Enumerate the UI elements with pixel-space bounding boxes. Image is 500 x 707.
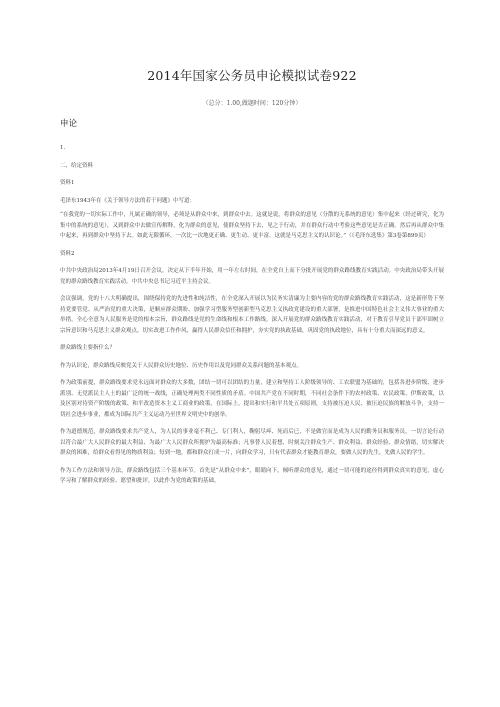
question-text: 群众路线主要指什么？ [60,345,116,351]
paragraph: 作为道德规范，群众路线要求共产党人，为人民的事业毫不利己、专门利人，鞠躬尽瘁、死而后已，不是做官而是成为人民的勤务员和服务员，一切言论行动以符合最广大人民群众的最大利益、为最广大人民群众所拥护为最高标准；凡事替人民着想，时刻关注群众生产、群众利益、群众经验、群众情绪，切实解决群众的困难，给群众看得见的物质利益；每到一地，都和群众打成一片，向群众学习，只有代表群众才能教育群众，要做人民的先生，先做人民的学生。 [60,429,444,456]
exam-meta: （总分：1.00,做题时间：120分钟） [202,100,302,107]
paragraph: 作为认识论，群众路线反映党关于人民群众历史地位、历史作用以及党同群众关系问题的基本观点。 [60,362,303,369]
page-title: 2014年国家公务员申论模拟试卷922 [147,68,357,83]
material-1-quote: “在我党的一切实际工作中，凡属正确的领导，必须是从群众中来，到群众中去。这就是说，将群众的意见（分散的无系统的意见）集中起来（经过研究，化为集中的系统的意见），又到群众中去做宣传解释，化为群众的意见，使群众坚持下去，见之于行动，并在群众行动中考验这些意见是否正确。然后再从群众中集中起来，再到群众中坚持下去。如此无限循环，一次比一次地更正确、更生动、更丰富。这就是马克思主义的认识论。”（《毛泽东选集》第3卷第899页） [60,212,444,239]
material-heading: 二、给定资料 [60,162,94,169]
material-1-label: 资料1 [60,180,75,186]
paragraph: 作为工作方法和领导方法，群众路线包括三个基本环节。首先是“从群众中来”，眼睛向下，倾听群众的意见，通过一切可能的途径得到群众真实的意见，虚心学习和了解群众的经验、愿望和批评，以此作为党的政策的基础。 [60,467,444,484]
paragraph: 作为政策前提，群众路线要求党永远面对群众的大多数，团结一切可以团结的力量，建立和坚持工人阶级领导的、工农联盟为基础的，包括各进步阶级、进步派别、无党派民主人士的最广泛的统一战线，正确处理两类不同性质的矛盾。中国共产党在不同时期，不同社会条件下的农村政策、农民政策、伊斯政策，以及区别对待资产阶级的政策、和平改造资本主义工商业的政策，在国际上，提出和实行和平共处五项原则，支持被压迫人民、被压迫民族的解放斗争，支持一切社会进步事业，都成为国际共产主义运动乃至世界文明史中的创举。 [60,380,444,418]
material-1-intro: 毛泽东1943年在《关于领导方法的若干问题》中写道： [60,197,195,204]
paragraph: 中共中央政治局2013年4月19日召开会议，决定从下半年开始，用一年左右时间，在全党自上而下分批开展党的群众路线教育实践活动。中央政治局带头开展党的群众路线教育实践活动。中共中央总书记习近平主持会议。 [60,268,444,285]
question-number: 1. [60,145,66,151]
section-title: 申论 [60,119,78,129]
paragraph: 会议强调，党的十八大明确提出，围绕保持党的先进性和纯洁性，在全党深入开展以为民务实清廉为主要内容的党的群众路线教育实践活动，这是新形势下坚持党要管党、从严治党的重大决策，是顺应群众期盼、加强学习型服务型创新型马克思主义执政党建设的重大部署，是推进中国特色社会主义伟大事业的重大举措，全心全意为人民服务是党的根本宗旨，群众路线是党的生命线和根本工作路线。深入开展党的群众路线教育实践活动，对于教育引导党员干部牢固树立宗旨意识和马克思主义群众观点，切实改进工作作风，赢得人民群众信任和拥护，夯实党的执政基础，巩固党的执政地位，具有十分重大而深远的意义。 [60,296,444,334]
material-2-label: 资料2 [60,250,75,257]
